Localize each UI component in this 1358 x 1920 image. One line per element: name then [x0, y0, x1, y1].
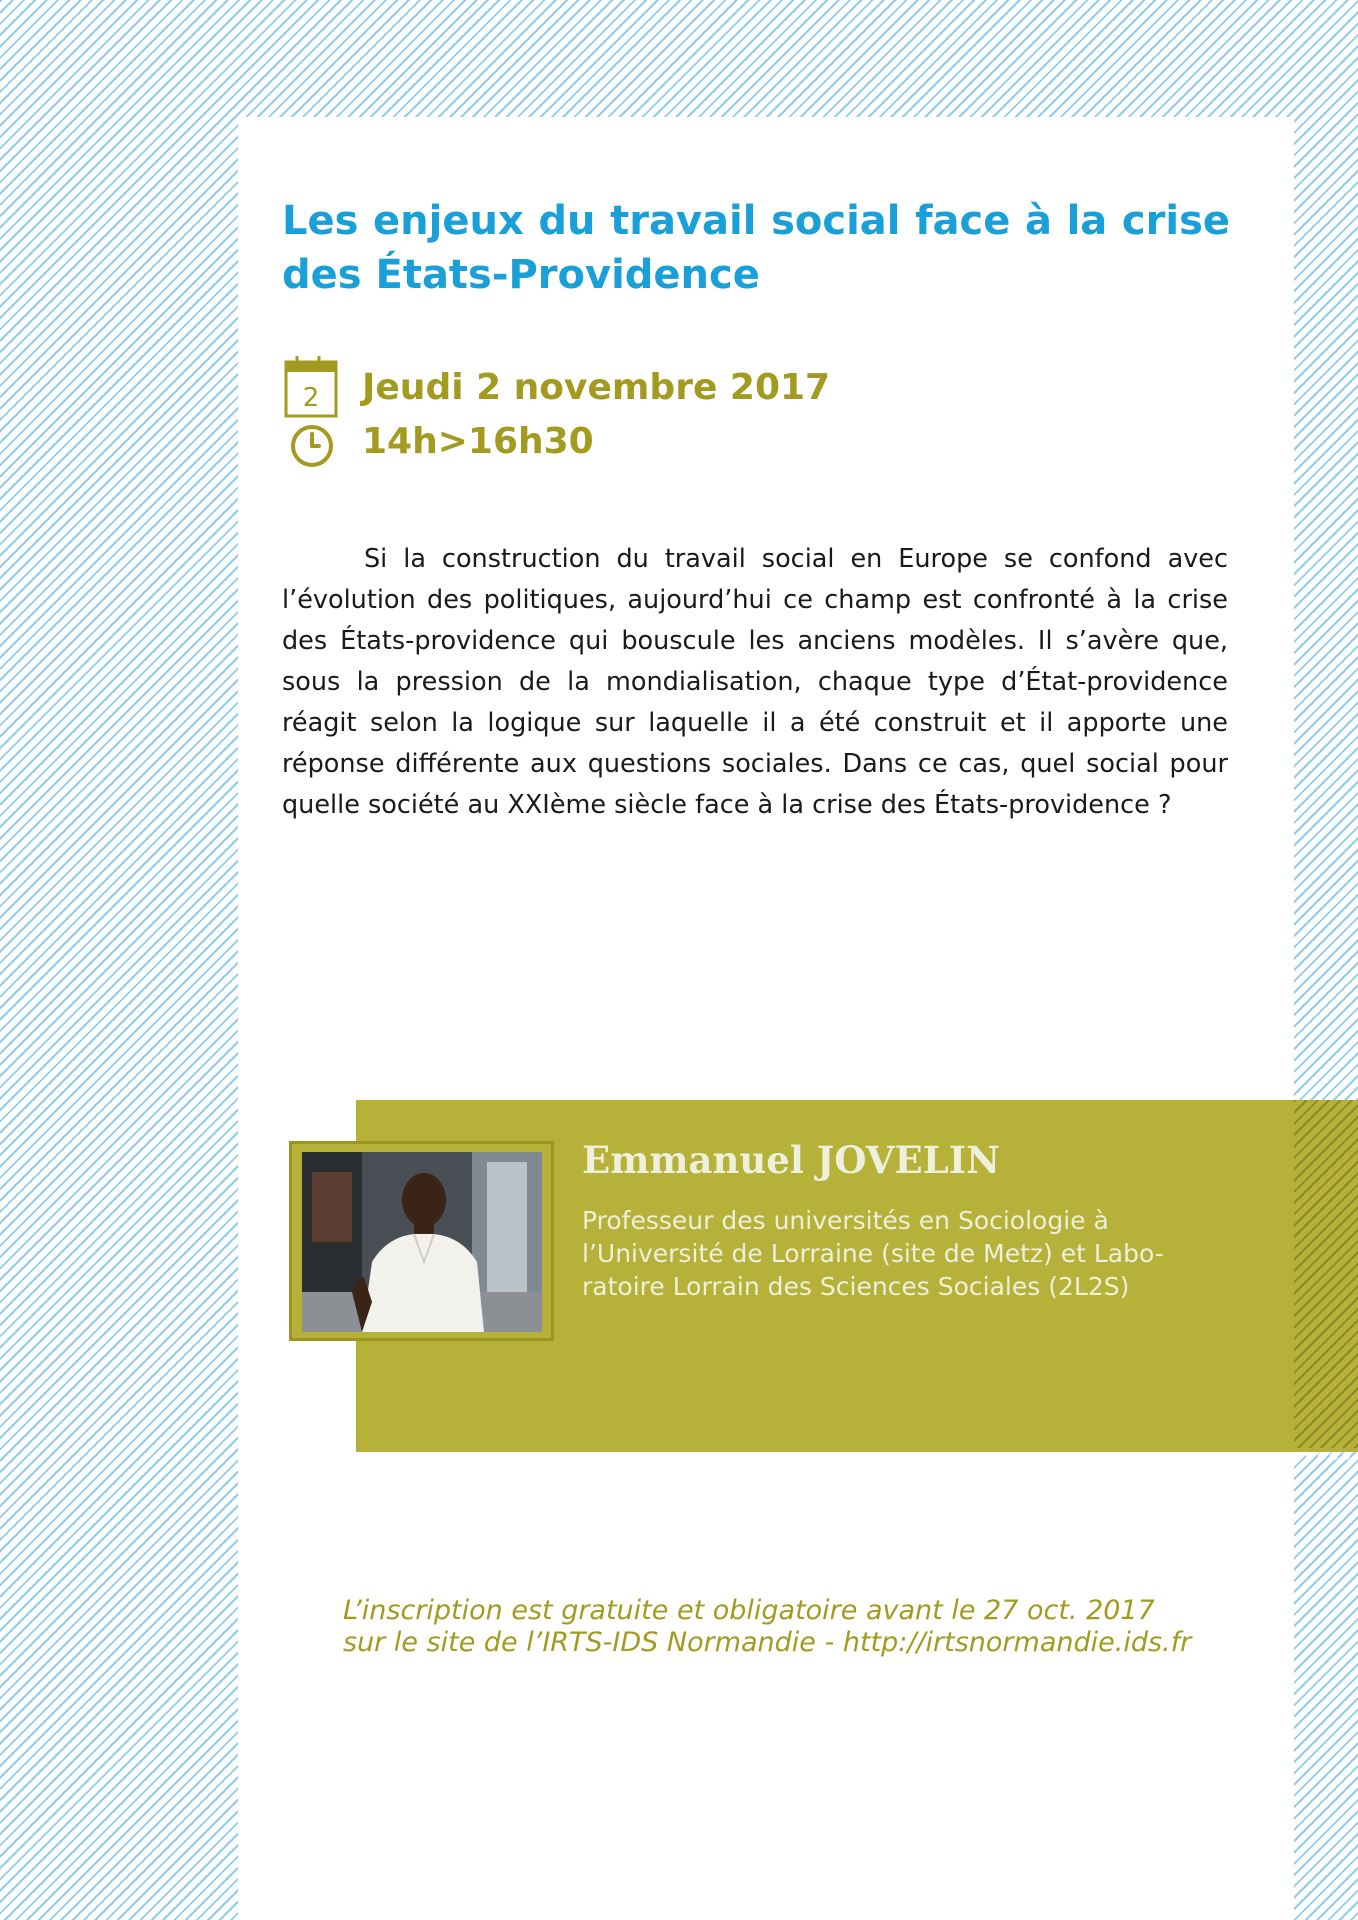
description-paragraph: Si la construction du travail social en Europe se confond avec l’évolution des politiques, aujourd’hui ce champ est confronté à la crise des États-providence qui bouscule les anciens modèles. Il s’avère que, sous la pression de la mondialisation, chaque type d’État-providence réagit selon la logique sur laquelle il a été construit et il apporte une réponse différente aux questions sociales. Dans ce cas, quel social pour quelle société au XXIème siècle face à la crise des États-providence ?	[282, 544, 1228, 820]
speaker-photo	[302, 1152, 542, 1332]
registration-line-1: L’inscription est gratuite et obligatoire avant le 27 oct. 2017	[343, 1595, 1155, 1626]
clock-icon	[288, 422, 336, 470]
speaker-bio-line: ratoire Lorrain des Sciences Sociales (2L2S)	[582, 1272, 1130, 1301]
title-line-2: des États-Providence	[282, 252, 760, 298]
speaker-photo-frame	[289, 1141, 554, 1341]
calendar-day: 2	[302, 383, 320, 413]
title-line-1: Les enjeux du travail social face à la crise	[282, 198, 1230, 244]
calendar-icon	[284, 354, 338, 418]
speaker-bio	[582, 1204, 1242, 1303]
band-scalloped-edge	[356, 1448, 1358, 1460]
event-time: 14h>16h30	[362, 421, 594, 462]
band-hatch	[1294, 1100, 1358, 1450]
page-title	[282, 194, 1230, 302]
speaker-bio-line: l’Université de Lorraine (site de Metz) et Labo-	[582, 1239, 1164, 1268]
registration-line-2: sur le site de l’IRTS-IDS Normandie - http://irtsnormandie.ids.fr	[343, 1627, 1192, 1658]
registration-note	[343, 1595, 1191, 1659]
speaker-name: Emmanuel JOVELIN	[582, 1138, 1000, 1182]
event-date: Jeudi 2 novembre 2017	[362, 367, 831, 408]
speaker-bio-line: Professeur des universités en Sociologie à	[582, 1206, 1109, 1235]
